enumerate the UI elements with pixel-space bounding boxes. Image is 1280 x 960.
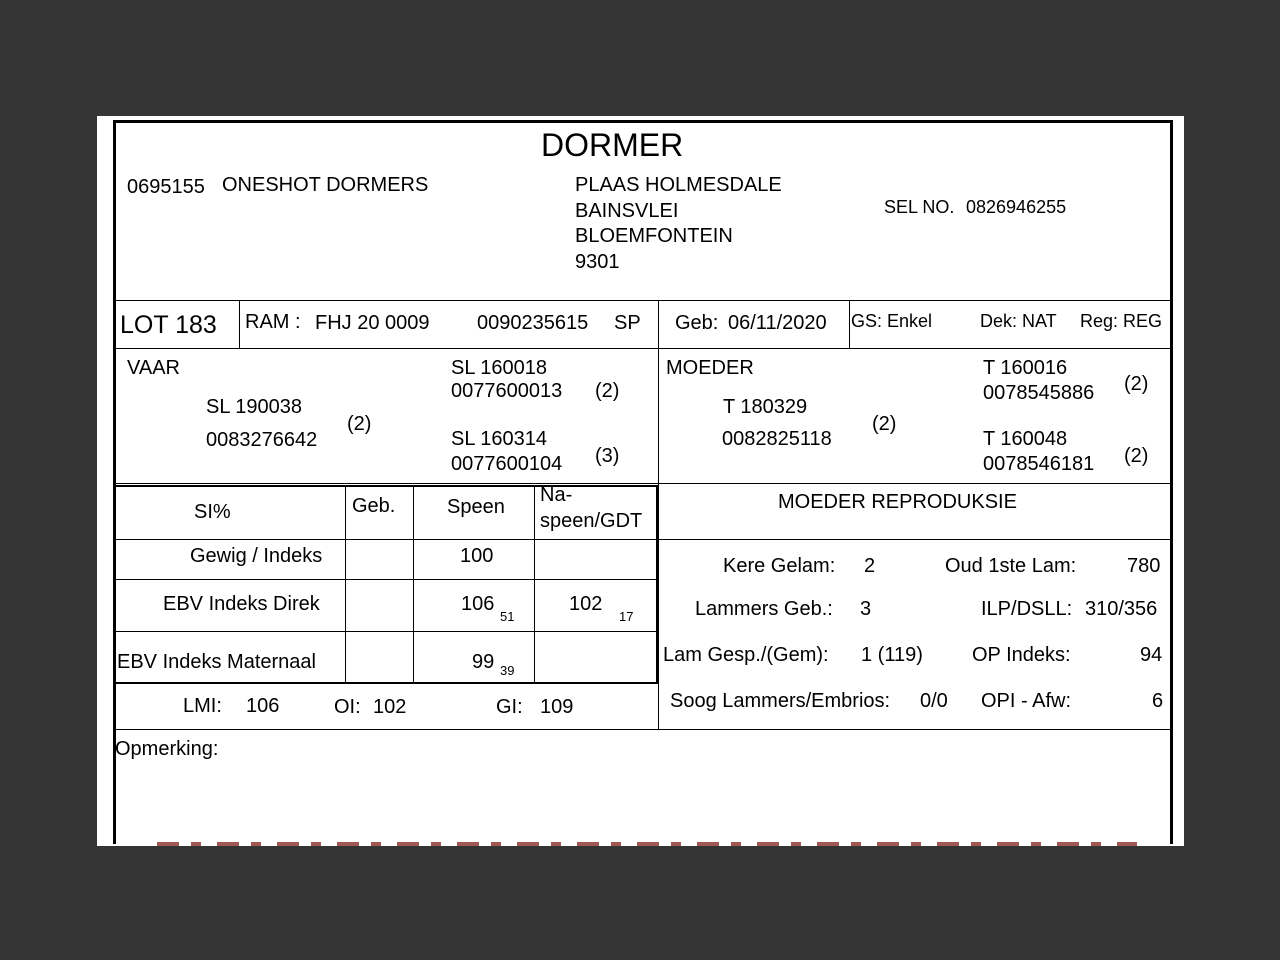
reproduction-title: MOEDER REPRODUKSIE xyxy=(778,491,1017,513)
phone-number: 0826946255 xyxy=(966,197,1067,217)
rule xyxy=(849,300,850,348)
first-lamb-age-label: Oud 1ste Lam: xyxy=(945,555,1077,577)
rule xyxy=(656,485,658,683)
dek-value: Dek: NAT xyxy=(980,311,1057,331)
lot-number: LOT 183 xyxy=(120,311,217,339)
lambs-weaned-value: 1 (119) xyxy=(861,644,923,666)
lambings-label: Kere Gelam: xyxy=(723,555,836,577)
address-line: PLAAS HOLMESDALE xyxy=(575,174,782,196)
sire-dam-count: (3) xyxy=(595,445,620,467)
ebv-direct-post-weaning: 102 xyxy=(569,593,603,615)
column-header-post-weaning: speen/GDT xyxy=(540,510,643,532)
rule xyxy=(113,300,1173,301)
remarks-label: Opmerking: xyxy=(115,738,219,760)
sire-sire-number: 0077600013 xyxy=(451,380,563,402)
lot-card xyxy=(97,116,1184,846)
sire-number: 0083276642 xyxy=(206,429,318,451)
rule xyxy=(345,485,346,683)
dam-number: 0082825118 xyxy=(722,428,832,450)
row-label-ebv-maternal: EBV Indeks Maternaal xyxy=(117,651,316,673)
sire-dam-id: SL 160314 xyxy=(451,428,548,450)
first-lamb-age-value: 780 xyxy=(1127,555,1161,577)
ram-registration-number: 0090235615 xyxy=(477,312,589,334)
dam-dam-id: T 160048 xyxy=(983,428,1068,450)
dam-sire-number: 0078545886 xyxy=(983,382,1095,404)
address-line: BAINSVLEI xyxy=(575,200,679,222)
lambs-born-value: 3 xyxy=(860,598,872,620)
lambings-value: 2 xyxy=(864,555,876,577)
sire-dam-number: 0077600104 xyxy=(451,453,563,475)
dam-sire-count: (2) xyxy=(1124,373,1149,395)
ebv-direct-weaning: 106 xyxy=(461,593,495,615)
lmi-value: 106 xyxy=(246,695,280,717)
oi-value: 102 xyxy=(373,696,407,718)
rule xyxy=(413,485,414,683)
birth-label: Geb: xyxy=(675,312,719,334)
dam-id: T 180329 xyxy=(723,396,808,418)
gi-value: 109 xyxy=(540,696,574,718)
rule xyxy=(113,485,658,487)
sire-id: SL 190038 xyxy=(206,396,303,418)
lambs-born-label: Lammers Geb.: xyxy=(695,598,833,620)
rule xyxy=(113,348,1173,349)
lmi-label: LMI: xyxy=(183,695,222,717)
op-index-label: OP Indeks: xyxy=(972,644,1071,666)
sire-label: VAAR xyxy=(127,357,180,379)
ebv-direct-weaning-accuracy: 51 xyxy=(500,609,515,624)
ebv-maternal-weaning: 99 xyxy=(472,651,495,673)
row-label-ebv-direct: EBV Indeks Direk xyxy=(163,593,320,615)
sire-sire-id: SL 160018 xyxy=(451,357,548,379)
weaning-weight-index: 100 xyxy=(460,545,494,567)
breed-title: DORMER xyxy=(541,127,684,163)
column-header-si: SI% xyxy=(194,501,231,523)
gs-value: GS: Enkel xyxy=(851,311,933,331)
gi-label: GI: xyxy=(496,696,523,718)
rule xyxy=(113,729,1173,730)
column-header-post-weaning: Na- xyxy=(540,484,573,506)
breeder-name: ONESHOT DORMERS xyxy=(222,174,429,196)
cut-off-red-text xyxy=(157,842,1137,846)
ebv-maternal-weaning-accuracy: 39 xyxy=(500,663,515,678)
rule xyxy=(113,579,658,580)
breeder-number: 0695155 xyxy=(127,176,205,198)
column-header-birth: Geb. xyxy=(352,495,396,517)
row-label-weight-index: Gewig / Indeks xyxy=(190,545,323,567)
lambs-weaned-label: Lam Gesp./(Gem): xyxy=(663,644,829,666)
dam-sire-id: T 160016 xyxy=(983,357,1068,379)
dam-count: (2) xyxy=(872,413,897,435)
sire-sire-count: (2) xyxy=(595,380,620,402)
ilp-label: ILP/DSLL: xyxy=(981,598,1073,620)
oi-label: OI: xyxy=(334,696,361,718)
rule xyxy=(114,485,116,683)
ebv-direct-post-weaning-accuracy: 17 xyxy=(619,609,634,624)
rule xyxy=(113,631,658,632)
rule xyxy=(113,539,1173,540)
op-index-value: 94 xyxy=(1140,644,1163,666)
dam-dam-number: 0078546181 xyxy=(983,453,1095,475)
ram-grade: SP xyxy=(614,312,641,334)
rule xyxy=(239,300,240,348)
rule xyxy=(534,485,535,683)
ram-id: FHJ 20 0009 xyxy=(315,312,430,334)
phone-label: SEL NO. xyxy=(884,197,955,217)
opi-deviation-value: 6 xyxy=(1152,690,1164,712)
ram-label: RAM : xyxy=(245,311,301,333)
rule xyxy=(113,682,658,684)
column-header-weaning: Speen xyxy=(447,496,505,518)
suckling-lambs-label: Soog Lammers/Embrios: xyxy=(670,690,891,712)
address-line: BLOEMFONTEIN xyxy=(575,225,733,247)
reg-value: Reg: REG xyxy=(1080,311,1163,331)
address-line: 9301 xyxy=(575,251,620,273)
opi-deviation-label: OPI - Afw: xyxy=(981,690,1072,712)
birth-date: 06/11/2020 xyxy=(728,312,827,334)
dam-dam-count: (2) xyxy=(1124,445,1149,467)
rule xyxy=(658,300,659,730)
ilp-value: 310/356 xyxy=(1085,598,1158,620)
sire-count: (2) xyxy=(347,413,372,435)
suckling-lambs-value: 0/0 xyxy=(920,690,948,712)
dam-label: MOEDER xyxy=(666,357,754,379)
rule xyxy=(113,483,1173,484)
